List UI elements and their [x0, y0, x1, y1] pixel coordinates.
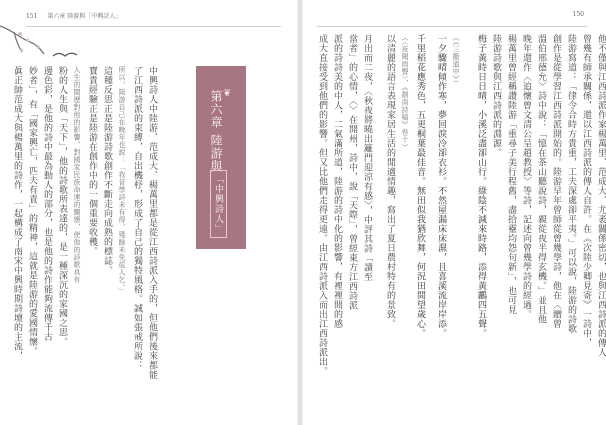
text-column: 寶貴經驗正是陸游在創作中的一個重要收穫。 — [87, 66, 97, 256]
header-rule — [26, 26, 281, 27]
text-column: 邊色彩，是他的詩中最為動人的部分，也是他的詩作能夠流傳千古 — [42, 66, 52, 342]
text-column: 派的詩詩美的中人，二氣滿所道，陸游的詩中化的影響，有裡裡間的感 — [332, 34, 342, 329]
left-body-text — [12, 66, 157, 406]
text-column: 成大直接受到他們的影響。但又比他們走得更遠。由江西詩派入而出江西詩派出。 — [317, 34, 327, 376]
text-column: 他不僅與江西詩派作家楊萬里、范成大、尤袤關係密切，也與江西詩派的傳人 — [596, 34, 606, 357]
right-body-text — [317, 34, 606, 374]
poem-source: （〈夜聞雨聲〉，《劍南詩稿》卷十） — [401, 34, 409, 151]
text-column: 中興詩人中陸游、范成大、楊萬里都是從江西詩派入手的，但他們後來都能 — [147, 66, 157, 380]
text-column: 陸游寫道：「律令合時方貴重，工夫深處卻平夷。」可以說，陸游的詩歌 — [566, 34, 576, 334]
text-column: 人生的閱歷對他的影響，對國家民族命運的關懷，使他的詩歌具有 — [73, 66, 81, 284]
poem-line: 一夕驟晴傾作寒，夢回淚冷卻衣衫。不然屋漏床床濕，且喜溪流岸岸添。 — [436, 34, 446, 338]
text-column: 溫伯邢德允〉詩中說：「憶在茶山聽說詩，親從夜半得玄機。」並且他 — [536, 34, 546, 324]
poem-source: （《三衢道中》） — [452, 34, 460, 87]
right-page-number: 150 — [572, 11, 584, 18]
chapter-block — [196, 66, 246, 249]
text-column: 以清麗的語言表現家居生活的閒適情趣，寫出了夏日農村特有的景致。 — [385, 34, 395, 329]
poem-line: 梅子黃時日日晴，小溪泛盡卻山行。綠陰不減來時路，添得黃鸝四五聲。 — [476, 34, 486, 338]
text-column: 粉的人生與「天下」，他的詩歌所表達的，是一種深沉的家國之思。 — [57, 66, 67, 347]
text-column: 創作是從學習江西詩派開始的。陸游早年曾師從曾幾學詩，他在〈贈曾 — [551, 34, 561, 329]
left-page-header — [26, 11, 121, 20]
text-column: 楊萬里曾經稱讚陸游「重尋子美行程舊，盡拾靈均怨句新」，也可見 — [506, 34, 516, 315]
text-column: 當者」的心情，〈〉在開州，詩中，說「天際」，曾經東方江西詩派 — [347, 34, 357, 310]
left-page — [0, 0, 297, 425]
text-column: 晚年還作〈追懷曾文清公呈趙教授〉等詩，記述向曾幾學詩的經過。 — [521, 34, 531, 319]
text-column: 妙者」，有「國家興亡，匹夫有責」的精神，這就是陸游的愛國情懷。 — [27, 66, 37, 356]
cloud-ornament-icon: ❦ — [223, 88, 232, 99]
text-column: 了江西詩派的束縛，自出機杼，形成了自己的獨特風格。誠如張戒所說： — [132, 66, 142, 370]
running-title: 第六章 陸游與「中興詩人」 — [47, 13, 122, 20]
right-page — [303, 0, 606, 425]
text-column: 月出而二夜，〈秋夜將曉出籬門迎涼有感〉，中評其詩「讀至 — [362, 34, 372, 282]
text-column: 所以，陸游自己在晚年也說：「我昔學詩未有得，殘餘未免從人乞。」 — [118, 66, 126, 295]
chapter-subtitle: 「中興詩人」 — [210, 170, 227, 238]
poem-line: 千里稻花應秀色，五更桐葉最佳音。無田似我猶欣舞，何況田間望歲心。 — [415, 34, 425, 338]
bird-icon — [52, 50, 78, 62]
text-column: 眞正帥范成大與楊萬里的詩作，一起構成了南宋中興時期詩壇的主流， — [12, 66, 22, 361]
chapter-title: 第六章 陸游與 — [209, 90, 223, 173]
text-column: 曾幾有師承關係，還以江西詩派的傳人自許。在《次陸少卿見寄》一詩中， — [581, 34, 591, 348]
left-page-number: 151 — [26, 13, 38, 20]
text-column: 陸游詩歌與江西詩派的淵源。 — [491, 34, 501, 158]
text-column: 這種反思正是陸游詩歌創作不斷走向成熟的標誌。 — [102, 66, 112, 275]
header-rule — [317, 26, 587, 27]
